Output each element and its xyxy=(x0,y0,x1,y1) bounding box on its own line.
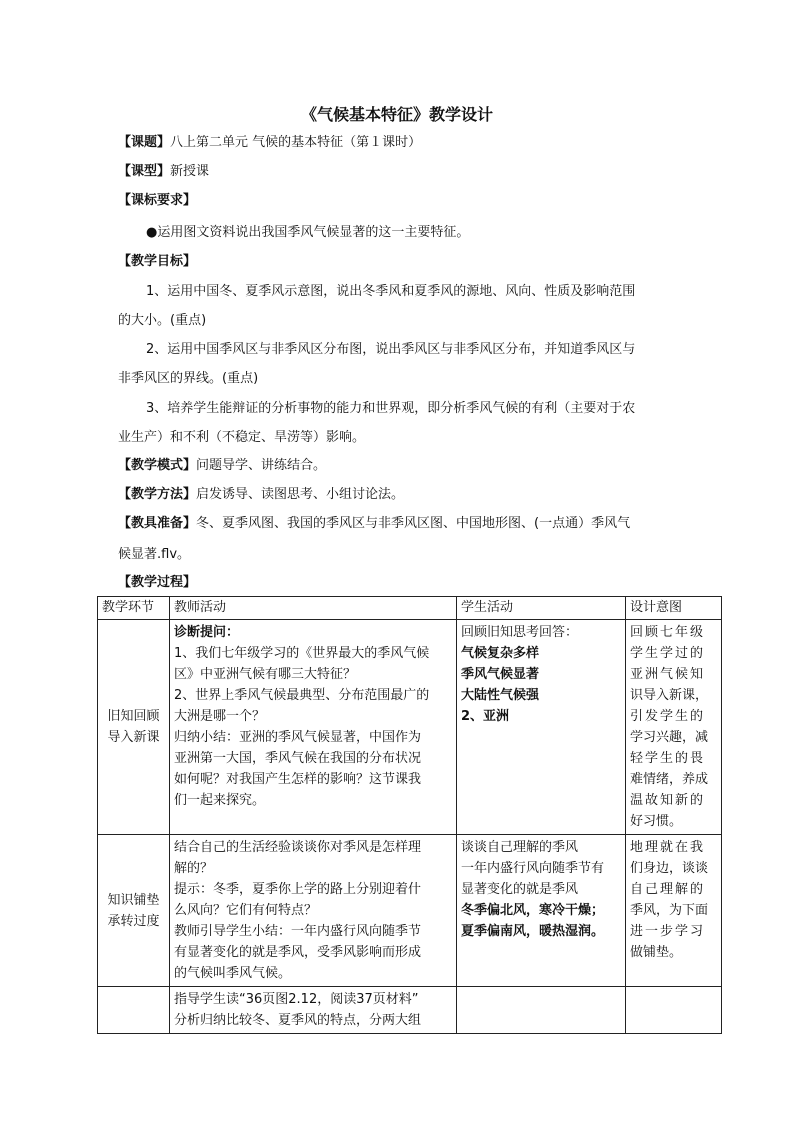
student-text: 季风气候显著 xyxy=(461,667,540,682)
intent-text: 学习兴趣，减 xyxy=(630,730,709,745)
goal-2-line-2: 非季风区的界线。(重点) xyxy=(118,371,259,386)
teacher-text: 2、世界上季风气候最典型、分布范围最广的 xyxy=(174,688,430,703)
intent-text: 引发学生的 xyxy=(630,709,706,724)
method-line xyxy=(118,486,404,504)
student-text: 2、亚洲 xyxy=(461,709,510,724)
table-row xyxy=(98,835,722,987)
intent-text: 自己理解的 xyxy=(630,882,706,897)
student-cell xyxy=(457,987,626,1034)
student-text: 一年内盛行风向随季节有 xyxy=(461,861,605,876)
student-text: 回顾旧知思考回答： xyxy=(461,625,579,640)
prep-label: 【教具准备】 xyxy=(118,516,197,531)
teacher-cell xyxy=(170,620,457,835)
intent-text: 地理就在我 xyxy=(630,840,706,855)
teacher-text: 诊断提问： xyxy=(174,625,240,640)
teacher-text: 的气候叫季风气候。 xyxy=(174,966,292,981)
document-title: 《气候基本特征》教学设计 xyxy=(300,105,493,124)
teacher-text: 结合自己的生活经验谈谈你对季风是怎样理 xyxy=(174,840,422,855)
intent-text: 亚洲气候知 xyxy=(630,667,706,682)
intent-text: 进一步学习 xyxy=(630,924,706,939)
lesson-table xyxy=(97,596,722,1034)
student-cell xyxy=(457,835,626,987)
intent-text: 学生学过的 xyxy=(630,646,706,661)
topic-label: 【课题】 xyxy=(118,135,171,150)
stage-cell xyxy=(98,620,170,835)
table-row xyxy=(98,987,722,1034)
stage-text: 承转过度 xyxy=(107,913,160,929)
student-text: 夏季偏南风，暖热湿润。 xyxy=(461,924,605,939)
intent-text: 们身边，谈谈 xyxy=(630,861,709,876)
type-label: 【课型】 xyxy=(118,164,171,179)
teacher-text: 提示：冬季，夏季你上学的路上分别迎着什 xyxy=(174,882,422,897)
teacher-cell xyxy=(170,987,457,1034)
teacher-text: 解的？ xyxy=(174,861,214,876)
stage-cell xyxy=(98,987,170,1034)
intent-text: 难情绪，养成 xyxy=(630,772,709,787)
student-text: 气候复杂多样 xyxy=(461,646,540,661)
topic-value: 八上第二单元 气候的基本特征（第１课时） xyxy=(170,135,422,150)
standard-label: 【课标要求】 xyxy=(118,193,197,208)
intent-text: 温故知新的 xyxy=(630,793,706,808)
teacher-text: 教师引导学生小结：一年内盛行风向随季节 xyxy=(174,924,422,939)
student-text: 冬季偏北风，寒冷干燥； xyxy=(461,903,605,918)
type-value: 新授课 xyxy=(170,164,210,179)
teacher-text: 1、我们七年级学习的《世界最大的季风气候 xyxy=(174,646,430,661)
student-text: 显著变化的就是季风 xyxy=(461,882,579,897)
standard-text: ●运用图文资料说出我国季风气候显著的这一主要特征。 xyxy=(146,225,470,240)
stage-text: 知识铺垫 xyxy=(107,892,160,908)
goal-3-line-1: 3、培养学生能辩证的分析事物的能力和世界观，即分析季风气候的有利（主要对于农 xyxy=(146,401,636,416)
teacher-text: 们一起来探究。 xyxy=(174,793,266,808)
mode-value: 问题导学、讲练结合。 xyxy=(196,458,327,473)
method-label: 【教学方法】 xyxy=(118,487,197,502)
table-row xyxy=(98,620,722,835)
header-student: 学生活动 xyxy=(457,597,626,620)
student-text: 谈谈自己理解的季风 xyxy=(461,840,579,855)
intent-text: 好习惯。 xyxy=(630,814,683,829)
process-label: 【教学过程】 xyxy=(118,575,197,590)
student-cell xyxy=(457,620,626,835)
header-teacher: 教师活动 xyxy=(170,597,457,620)
teacher-text: 指导学生读“36页图2.12，阅读37页材料” xyxy=(174,992,419,1007)
intent-text: 轻学生的畏 xyxy=(630,751,706,766)
type-line xyxy=(118,163,209,181)
table-header-row xyxy=(98,597,722,620)
teacher-text: 亚洲第一大国，季风气候在我国的分布状况 xyxy=(174,751,422,766)
stage-text: 旧知回顾 xyxy=(107,709,160,724)
stage-text: 导入新课 xyxy=(107,730,160,745)
mode-line xyxy=(118,457,326,475)
goals-label: 【教学目标】 xyxy=(118,254,197,269)
header-intent: 设计意图 xyxy=(626,597,722,620)
teacher-text: 如何呢？对我国产生怎样的影响？这节课我 xyxy=(174,772,422,787)
topic-line xyxy=(118,134,421,152)
teacher-text: 大洲是哪一个？ xyxy=(174,709,266,724)
goal-3-line-2: 业生产）和不利（不稳定、旱涝等）影响。 xyxy=(118,430,366,445)
teacher-cell xyxy=(170,835,457,987)
intent-text: 识导入新课， xyxy=(630,688,709,703)
intent-text: 季风，为下面 xyxy=(630,903,709,918)
mode-label: 【教学模式】 xyxy=(118,458,197,473)
prep-line-1 xyxy=(118,515,630,533)
intent-cell xyxy=(626,620,722,835)
teacher-text: 分析归纳比较冬、夏季风的特点，分两大组 xyxy=(174,1013,422,1028)
intent-cell xyxy=(626,835,722,987)
teacher-text: 区》中亚洲气候有哪三大特征？ xyxy=(174,667,357,682)
goal-2-line-1: 2、运用中国季风区与非季风区分布图，说出季风区与非季风区分布，并知道季风区与 xyxy=(146,342,636,357)
teacher-text: 归纳小结：亚洲的季风气候显著，中国作为 xyxy=(174,730,422,745)
prep-line-2: 候显著.flv。 xyxy=(118,547,191,562)
intent-text: 回顾七年级 xyxy=(630,625,706,640)
teacher-text: 么风向？它们有何特点？ xyxy=(174,903,318,918)
intent-cell xyxy=(626,987,722,1034)
prep-value: 冬、夏季风图、我国的季风区与非季风区图、中国地形图、(一点通）季风气 xyxy=(196,516,631,531)
intent-text: 做铺垫。 xyxy=(630,945,683,960)
method-value: 启发诱导、读图思考、小组讨论法。 xyxy=(196,487,405,502)
header-stage: 教学环节 xyxy=(98,597,170,620)
teacher-text: 有显著变化的就是季风，受季风影响而形成 xyxy=(174,945,422,960)
goal-1-line-2: 的大小。(重点) xyxy=(118,313,207,328)
goal-1-line-1: 1、运用中国冬、夏季风示意图，说出冬季风和夏季风的源地、风向、性质及影响范围 xyxy=(146,284,636,299)
stage-cell xyxy=(98,835,170,987)
student-text: 大陆性气候强 xyxy=(461,688,540,703)
